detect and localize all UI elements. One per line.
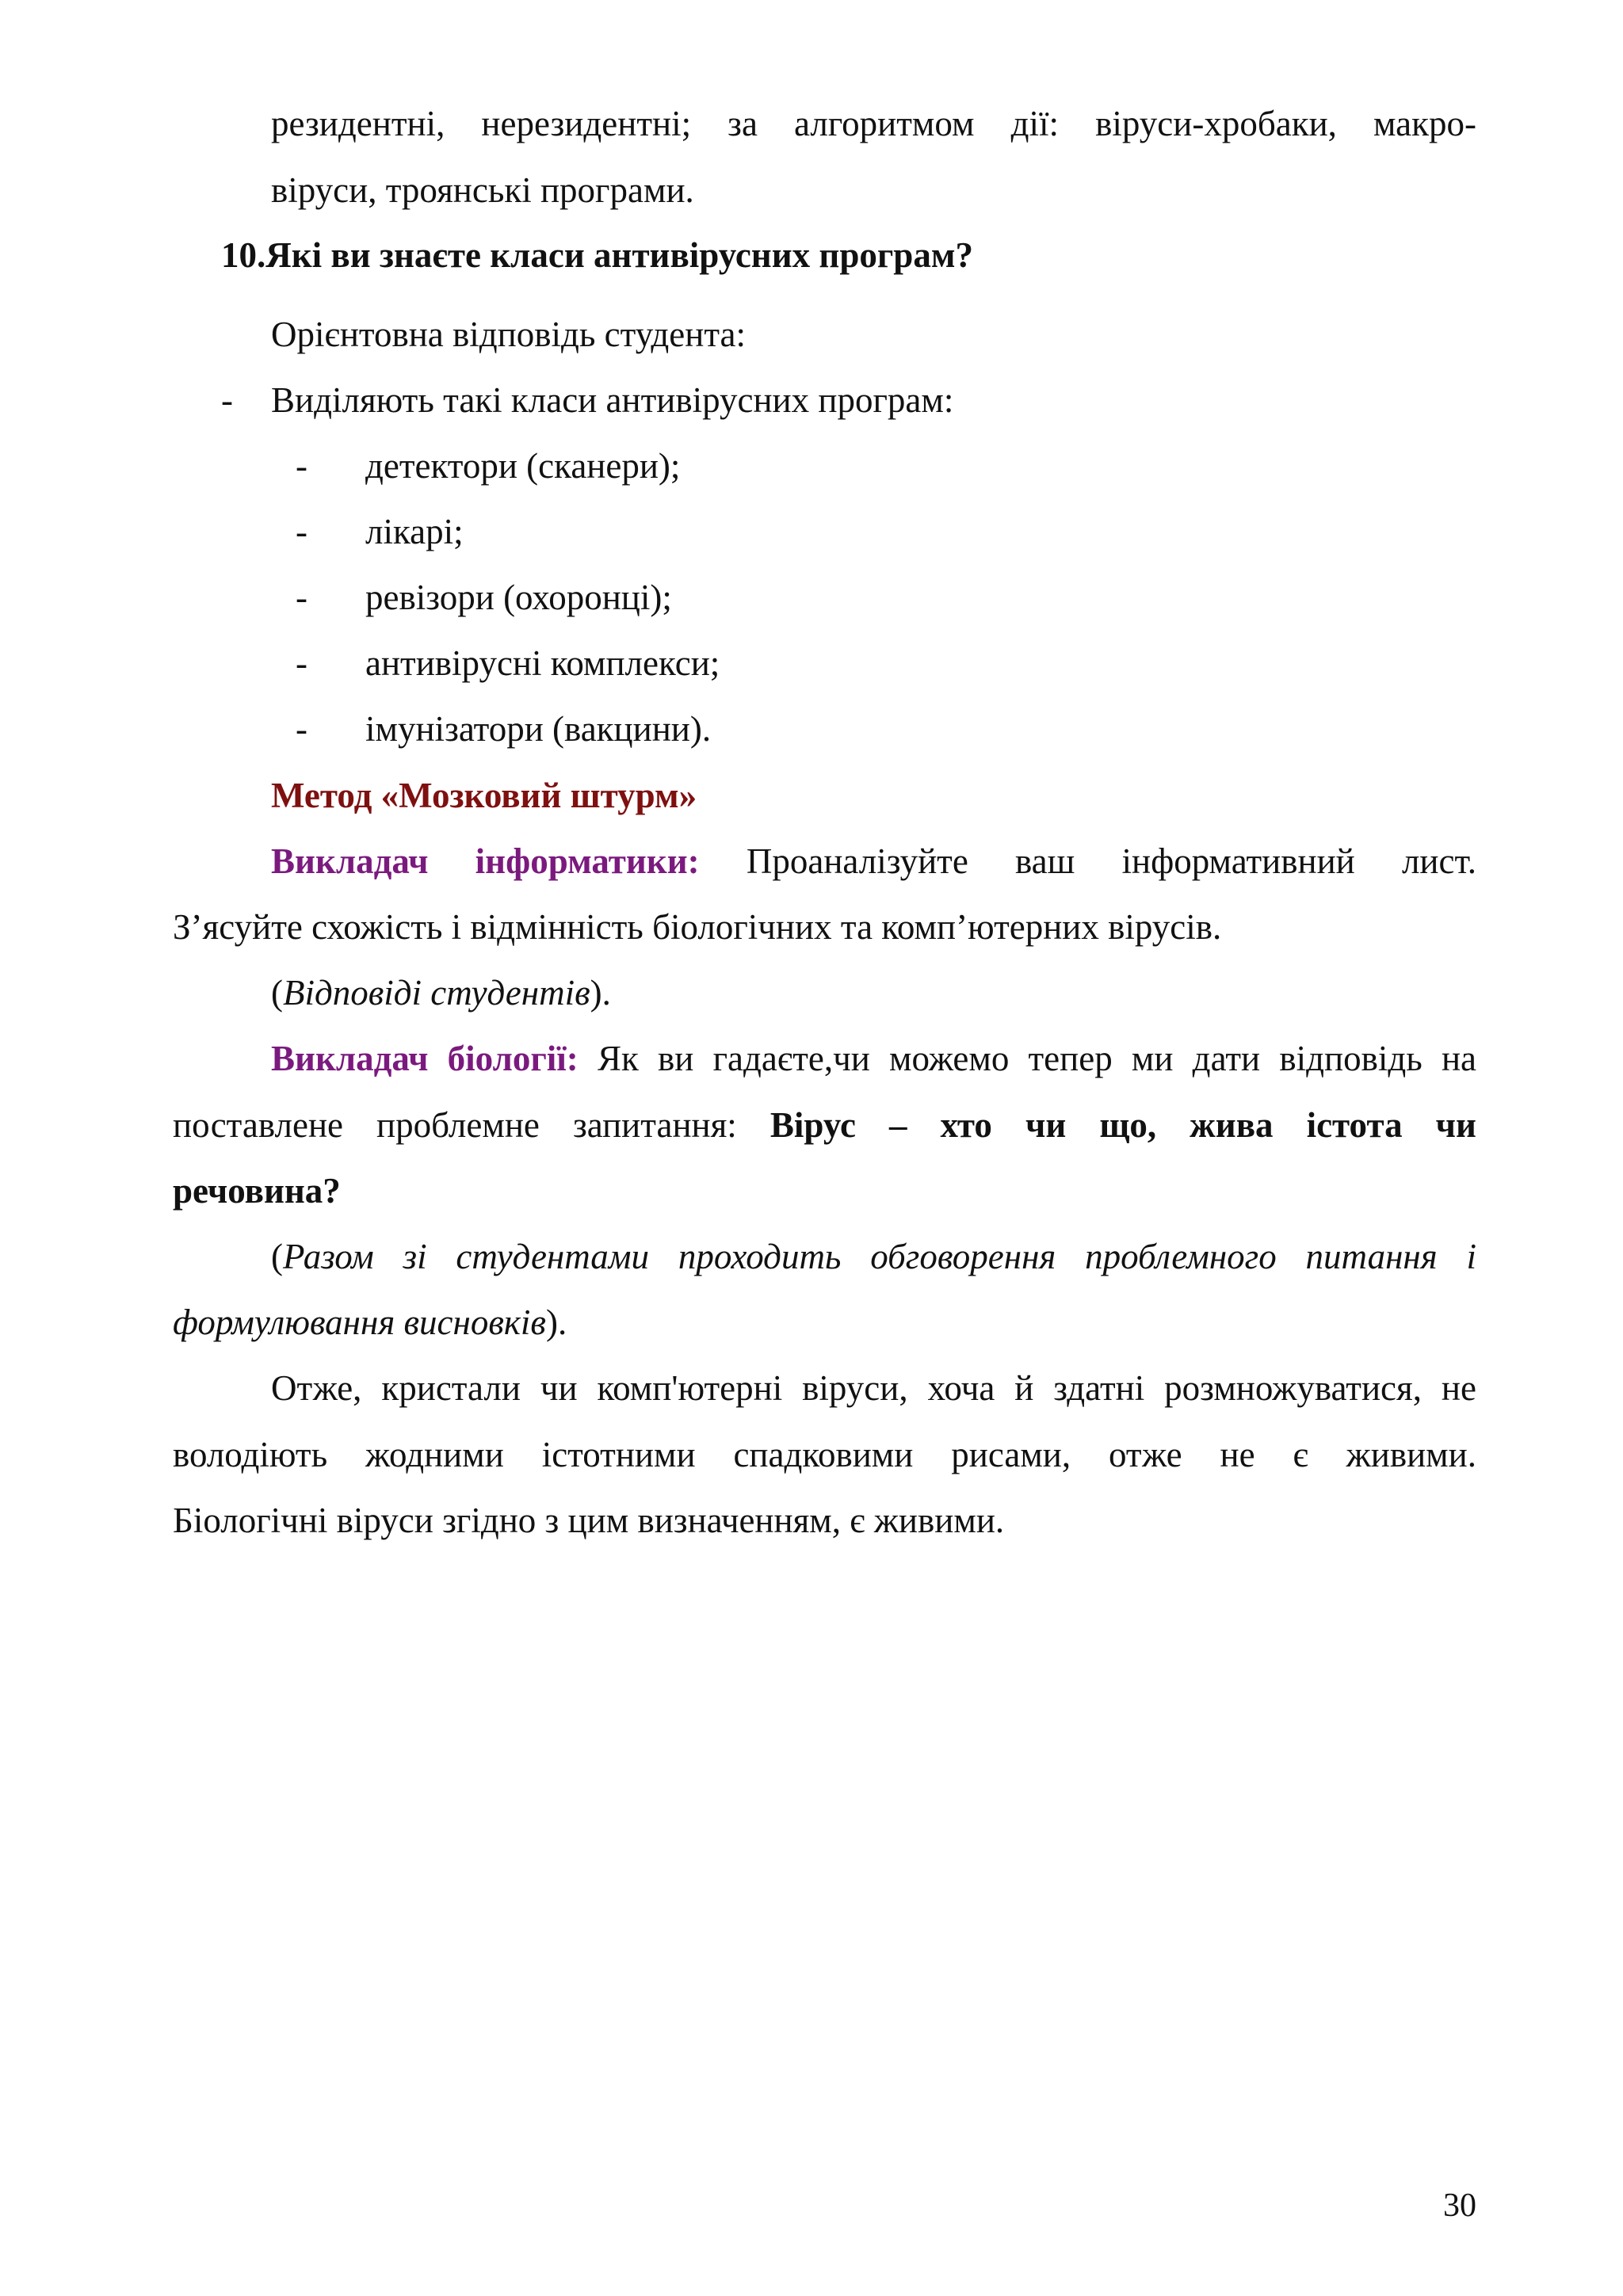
informatics-line-2: З’ясуйте схожість і відмінність біологічних та комп’ютерних вірусів. (173, 907, 1222, 947)
discussion-line-1 (271, 1239, 1476, 1275)
answer-intro: Орієнтовна відповідь студента: (271, 315, 747, 354)
biology-text-2: поставлене проблемне запитання: (173, 1105, 737, 1145)
problem-question-end: речовина? (173, 1171, 341, 1211)
problem-question: Вірус – хто чи що, жива істота чи (769, 1105, 1476, 1145)
speaker-biology: Викладач біології: (271, 1039, 579, 1078)
question-number: 10. (221, 235, 266, 275)
method-heading: Метод «Мозковий штурм» (271, 776, 697, 815)
conclusion-line-1: Отже, кристали чи комп'ютерні віруси, хоча й здатні розмножуватися, не (271, 1368, 1476, 1408)
page-number: 30 (1443, 2187, 1476, 2224)
discussion-text-1: Разом зі студентами проходить обговорення проблемного питання і (283, 1237, 1476, 1276)
list-item: ревізори (охоронці); (365, 578, 672, 617)
classes-intro: Виділяють такі класи антивірусних програм: (271, 380, 954, 420)
list-dash: - (221, 380, 233, 420)
question-10 (221, 235, 973, 275)
student-answers-text: Відповіді студентів (283, 973, 590, 1013)
informatics-text-1: Проаналізуйте ваш інформативний лист. (746, 841, 1477, 881)
paren-close: ). (590, 973, 611, 1013)
top-item-line-2: віруси, троянські програми. (271, 170, 694, 210)
conclusion-line-2: володіють жодними істотними спадковими рисами, отже не є живими. (173, 1435, 1476, 1474)
discussion-text-2: формулювання висновків (173, 1302, 546, 1342)
paren-close: ). (545, 1302, 567, 1342)
list-item: імунізатори (вакцини). (365, 709, 712, 749)
list-dash: - (296, 709, 307, 749)
biology-line-1 (271, 1041, 1476, 1077)
conclusion-line-3: Біологічні віруси згідно з цим визначенням, є живими. (173, 1501, 1005, 1540)
question-text: Які ви знаєте класи антивірусних програм? (265, 235, 973, 275)
paren-open: ( (271, 1237, 283, 1276)
discussion-line-2 (173, 1302, 567, 1342)
biology-text-1: Як ви гадаєте,чи можемо тепер ми дати відповідь на (597, 1039, 1476, 1078)
list-item: детектори (сканери); (365, 446, 681, 486)
paren-open: ( (271, 973, 283, 1013)
student-answers (271, 975, 611, 1011)
list-dash: - (296, 512, 307, 551)
list-dash: - (296, 578, 307, 617)
list-dash: - (296, 643, 307, 683)
top-item-line-1: резидентні, нерезидентні; за алгоритмом дії: віруси-хробаки, макро- (271, 104, 1476, 143)
list-dash: - (296, 446, 307, 486)
list-item: антивірусні комплекси; (365, 643, 720, 683)
informatics-line-1 (271, 841, 1477, 881)
biology-line-2 (173, 1105, 1476, 1145)
list-item: лікарі; (365, 512, 464, 551)
speaker-informatics: Викладач інформатики: (271, 841, 700, 881)
